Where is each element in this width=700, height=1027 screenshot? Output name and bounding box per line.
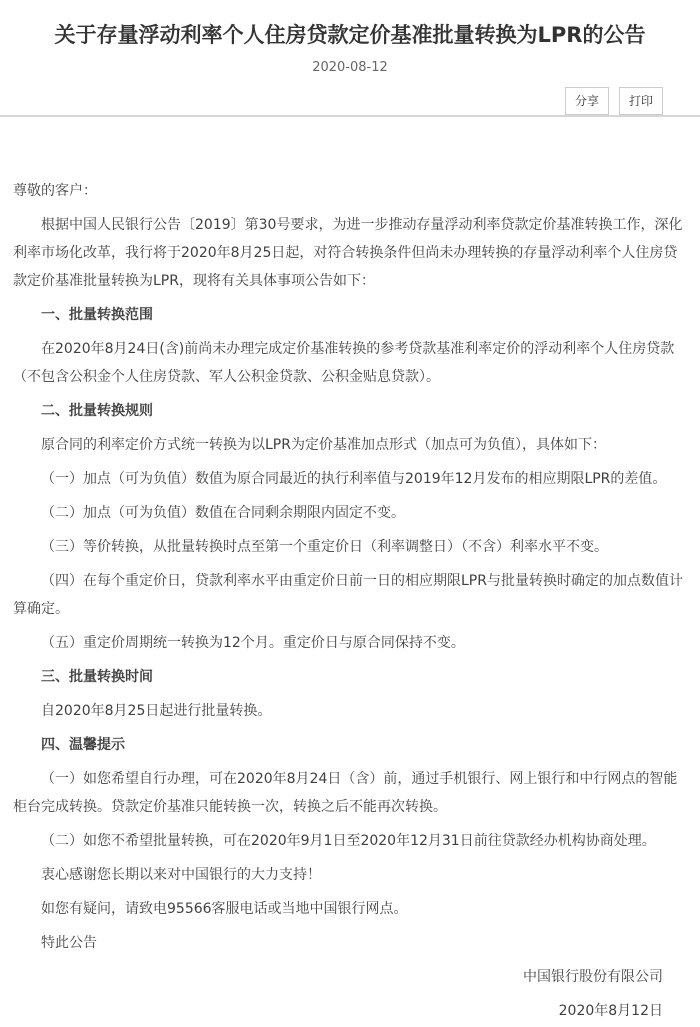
section-heading: 三、批量转换时间 — [41, 669, 153, 685]
body-paragraph: 在2020年8月24日(含)前尚未办理完成定价基准转换的参考贷款基准利率定价的浮动利率个人住房贷款（不包含公积金个人住房贷款、军人公积金贷款、公积金贴息贷款）。 — [13, 341, 675, 385]
signature-line: 2020年8月12日 — [558, 1003, 663, 1019]
share-button[interactable]: 分享 — [565, 87, 609, 115]
announcement-header — [0, 0, 700, 117]
body-paragraph: 衷心感谢您长期以来对中国银行的大力支持！ — [41, 867, 321, 883]
body-paragraph: 如您有疑问，请致电95566客服电话或当地中国银行网点。 — [41, 901, 408, 917]
section-heading: 二、批量转换规则 — [41, 403, 153, 419]
body-paragraph: （二）如您不希望批量转换，可在2020年9月1日至2020年12月31日前往贷款经办机构协商处理。 — [41, 833, 656, 849]
action-toolbar — [0, 87, 700, 115]
print-button[interactable]: 打印 — [619, 87, 663, 115]
body-paragraph: 原合同的利率定价方式统一转换为以LPR为定价基准加点形式（加点可为负值），具体如下： — [41, 437, 606, 453]
salutation-line: 尊敬的客户： — [13, 183, 97, 199]
body-paragraph: （五）重定价周期统一转换为12个月。重定价日与原合同保持不变。 — [41, 635, 465, 651]
publish-date: 2020-08-12 — [312, 60, 388, 75]
signature-line: 中国银行股份有限公司 — [523, 969, 663, 985]
body-paragraph: （一）加点（可为负值）数值为原合同最近的执行利率值与2019年12月发布的相应期限LPR的差值。 — [41, 471, 667, 487]
body-paragraph: （四）在每个重定价日，贷款利率水平由重定价日前一日的相应期限LPR与批量转换时确定的加点数值计算确定。 — [13, 573, 683, 617]
body-paragraph: （一）如您希望自行办理，可在2020年8月24日（含）前，通过手机银行、网上银行和中行网点的智能柜台完成转换。贷款定价基准只能转换一次，转换之后不能再次转换。 — [13, 771, 678, 815]
body-paragraph: 根据中国人民银行公告〔2019〕第30号要求，为进一步推动存量浮动利率贷款定价基准转换工作，深化利率市场化改革，我行将于2020年8月25日起，对符合转换条件但尚未办理转换的存量浮动利率个人住房贷款定价基准批量转换为LPR，现将有关具体事项公告如下： — [13, 217, 683, 289]
body-paragraph: （二）加点（可为负值）数值在合同剩余期限内固定不变。 — [41, 505, 405, 521]
section-heading: 四、温馨提示 — [41, 737, 125, 753]
announcement-body — [0, 117, 700, 1025]
page-title: 关于存量浮动利率个人住房贷款定价基准批量转换为LPR的公告 — [54, 23, 646, 47]
body-paragraph: 特此公告 — [41, 935, 97, 951]
section-heading: 一、批量转换范围 — [41, 307, 153, 323]
body-paragraph: （三）等价转换，从批量转换时点至第一个重定价日（利率调整日）（不含）利率水平不变。 — [41, 539, 608, 555]
body-paragraph: 自2020年8月25日起进行批量转换。 — [41, 703, 272, 719]
